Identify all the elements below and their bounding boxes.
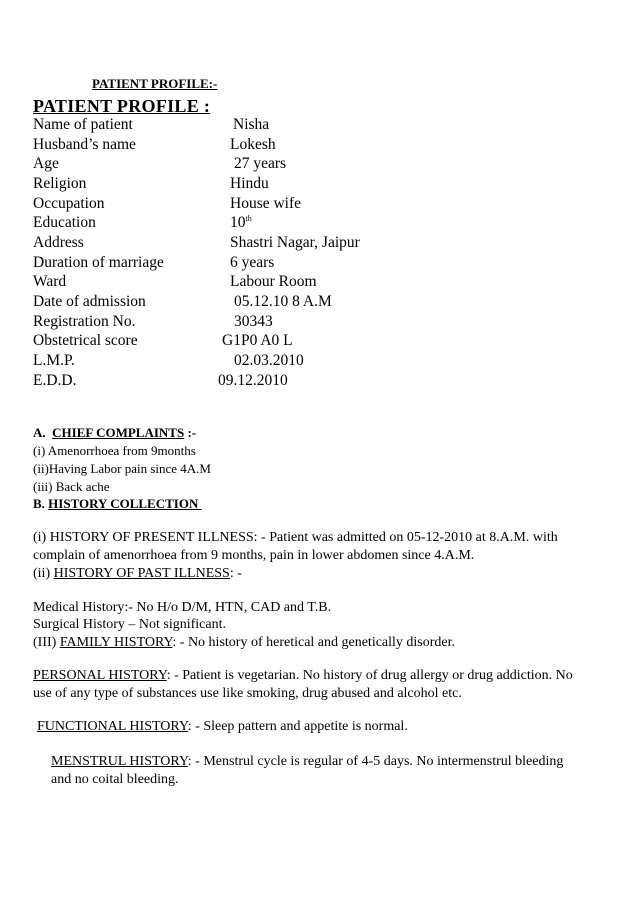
profile-value-lmp: 02.03.2010	[234, 352, 304, 369]
profile-label-address: Address	[33, 234, 84, 251]
profile-value-admission: 05.12.10 8 A.M	[234, 293, 332, 310]
profile-label-admission: Date of admission	[33, 293, 146, 310]
profile-label-lmp: L.M.P.	[33, 352, 75, 369]
history-collection-title: HISTORY COLLECTION	[48, 496, 199, 511]
section-a-heading: A. CHIEF COMPLAINTS :-	[33, 425, 197, 440]
profile-value-religion: Hindu	[230, 175, 269, 192]
profile-label-obstetrical: Obstetrical score	[33, 332, 138, 349]
functional-history: FUNCTIONAL HISTORY: - Sleep pattern and appetite is normal.	[37, 719, 408, 734]
present-illness-line2: complain of amenorrhoea from 9 months, pain in lower abdomen since 4.A.M.	[33, 548, 475, 563]
profile-label-husband: Husband’s name	[33, 136, 136, 153]
profile-label-education: Education	[33, 214, 96, 231]
personal-history-line1: PERSONAL HISTORY: - Patient is vegetarian. No history of drug allergy or drug addiction. No	[33, 668, 573, 683]
profile-value-name: Nisha	[233, 116, 270, 133]
profile-value-address: Shastri Nagar, Jaipur	[230, 234, 360, 251]
menstrual-history-line2: and no coital bleeding.	[51, 772, 179, 787]
profile-value-education: 10th	[230, 213, 252, 231]
complaint-item: (i) Amenorrhoea from 9months	[33, 443, 196, 458]
profile-label-age: Age	[33, 155, 59, 172]
present-illness-line1: (i) HISTORY OF PRESENT ILLNESS: - Patient was admitted on 05-12-2010 at 8.A.M. with	[33, 530, 558, 545]
profile-value-marriage: 6 years	[230, 254, 275, 271]
profile-label-ward: Ward	[33, 273, 67, 290]
profile-value-obstetrical: G1P0 A0 L	[222, 332, 293, 349]
profile-label-marriage: Duration of marriage	[33, 254, 164, 271]
profile-label-occupation: Occupation	[33, 195, 105, 212]
profile-label-registration: Registration No.	[33, 313, 136, 330]
profile-value-age: 27 years	[234, 155, 287, 172]
medical-history: Medical History:- No H/o D/M, HTN, CAD and T.B.	[33, 600, 332, 615]
profile-value-edd: 09.12.2010	[218, 372, 288, 389]
complaint-item: (iii) Back ache	[33, 479, 110, 494]
complaint-item: (ii)Having Labor pain since 4A.M	[33, 461, 211, 476]
menstrual-history-line1: MENSTRUL HISTORY: - Menstrul cycle is regular of 4-5 days. No intermenstrul bleeding	[51, 754, 564, 769]
education-superscript: th	[245, 213, 252, 223]
personal-history-line2: use of any type of substances use like smoking, drug abused and alcohol etc.	[33, 686, 462, 701]
chief-complaints-title: CHIEF COMPLAINTS	[52, 425, 185, 440]
family-history: (III) FAMILY HISTORY: - No history of heretical and genetically disorder.	[33, 635, 456, 650]
section-b-heading: B. HISTORY COLLECTION	[33, 496, 199, 511]
profile-label-edd: E.D.D.	[33, 372, 77, 389]
profile-value-occupation: House wife	[230, 195, 302, 212]
profile-label-name: Name of patient	[33, 116, 133, 133]
profile-label-religion: Religion	[33, 175, 87, 192]
page-title: PATIENT PROFILE :	[33, 96, 211, 116]
surgical-history: Surgical History – Not significant.	[33, 617, 226, 632]
past-illness-heading: (ii) HISTORY OF PAST ILLNESS: -	[33, 566, 242, 581]
profile-value-ward: Labour Room	[230, 273, 317, 290]
profile-value-registration: 30343	[234, 313, 273, 330]
profile-value-husband: Lokesh	[230, 136, 276, 153]
top-heading: PATIENT PROFILE:-	[92, 76, 218, 91]
